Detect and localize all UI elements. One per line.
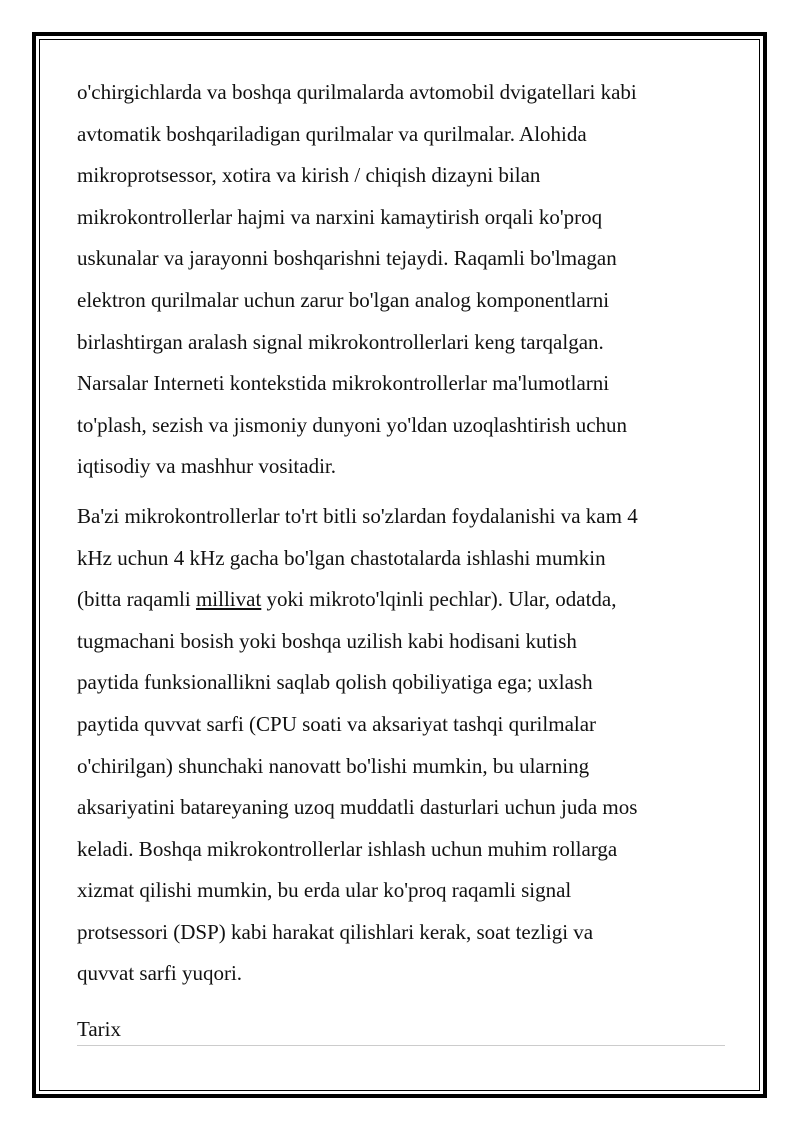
text-line: keladi. Boshqa mikrokontrollerlar ishlash uchun muhim rollarga — [77, 836, 618, 861]
text-line: paytida funksionallikni saqlab qolish qobiliyatiga ega; uxlash — [77, 670, 593, 695]
text-line: tugmachani bosish yoki boshqa uzilish kabi hodisani kutish — [77, 628, 577, 653]
text-line: to'plash, sezish va jismoniy dunyoni yo'ldan uzoqlashtirish uchun — [77, 412, 628, 437]
document-body — [77, 72, 737, 995]
text-line: quvvat sarfi yuqori. — [77, 961, 243, 986]
text-line: elektron qurilmalar uchun zarur bo'lgan analog komponentlarni — [77, 287, 610, 312]
text-line: protsessori (DSP) kabi harakat qilishlari kerak, soat tezligi va — [77, 919, 594, 944]
text-line: mikrokontrollerlar hajmi va narxini kamaytirish orqali ko'proq — [77, 204, 603, 229]
text-line: paytida quvvat sarfi (CPU soati va aksariyat tashqi qurilmalar — [77, 711, 597, 736]
text-line: xizmat qilishi mumkin, bu erda ular ko'proq raqamli signal — [77, 878, 572, 903]
text-line: aksariyatini batareyaning uzoq muddatli dasturlari uchun juda mos — [77, 795, 638, 820]
text-line: avtomatik boshqariladigan qurilmalar va qurilmalar. Alohida — [77, 121, 587, 146]
section-heading: Tarix — [77, 1014, 725, 1046]
text-line: birlashtirgan aralash signal mikrokontrollerlari keng tarqalgan. — [77, 329, 604, 354]
text-line: iqtisodiy va mashhur vositadir. — [77, 454, 336, 479]
text-fragment: (bitta raqamli — [77, 587, 196, 612]
millivat-link[interactable]: millivat — [195, 587, 262, 612]
text-line: mikroprotsessor, xotira va kirish / chiqish dizayni bilan — [77, 163, 541, 188]
text-line: o'chirgichlarda va boshqa qurilmalarda avtomobil dvigatellari kabi — [77, 80, 637, 104]
text-fragment: yoki mikroto'lqinli pechlar). Ular, odatda, — [261, 587, 617, 612]
paragraph-1 — [77, 72, 737, 488]
text-line: Narsalar Interneti kontekstida mikrokontrollerlar ma'lumotlarni — [77, 371, 610, 396]
text-line: kHz uchun 4 kHz gacha bo'lgan chastotalarda ishlashi mumkin — [77, 545, 606, 570]
text-line: Ba'zi mikrokontrollerlar to'rt bitli so'zlardan foydalanishi va kam 4 — [77, 503, 638, 528]
text-line-with-link — [77, 579, 737, 621]
paragraph-2 — [77, 496, 737, 995]
text-line: uskunalar va jarayonni boshqarishni tejaydi. Raqamli bo'lmagan — [77, 246, 617, 271]
text-line: o'chirilgan) shunchaki nanovatt bo'lishi mumkin, bu ularning — [77, 753, 590, 778]
